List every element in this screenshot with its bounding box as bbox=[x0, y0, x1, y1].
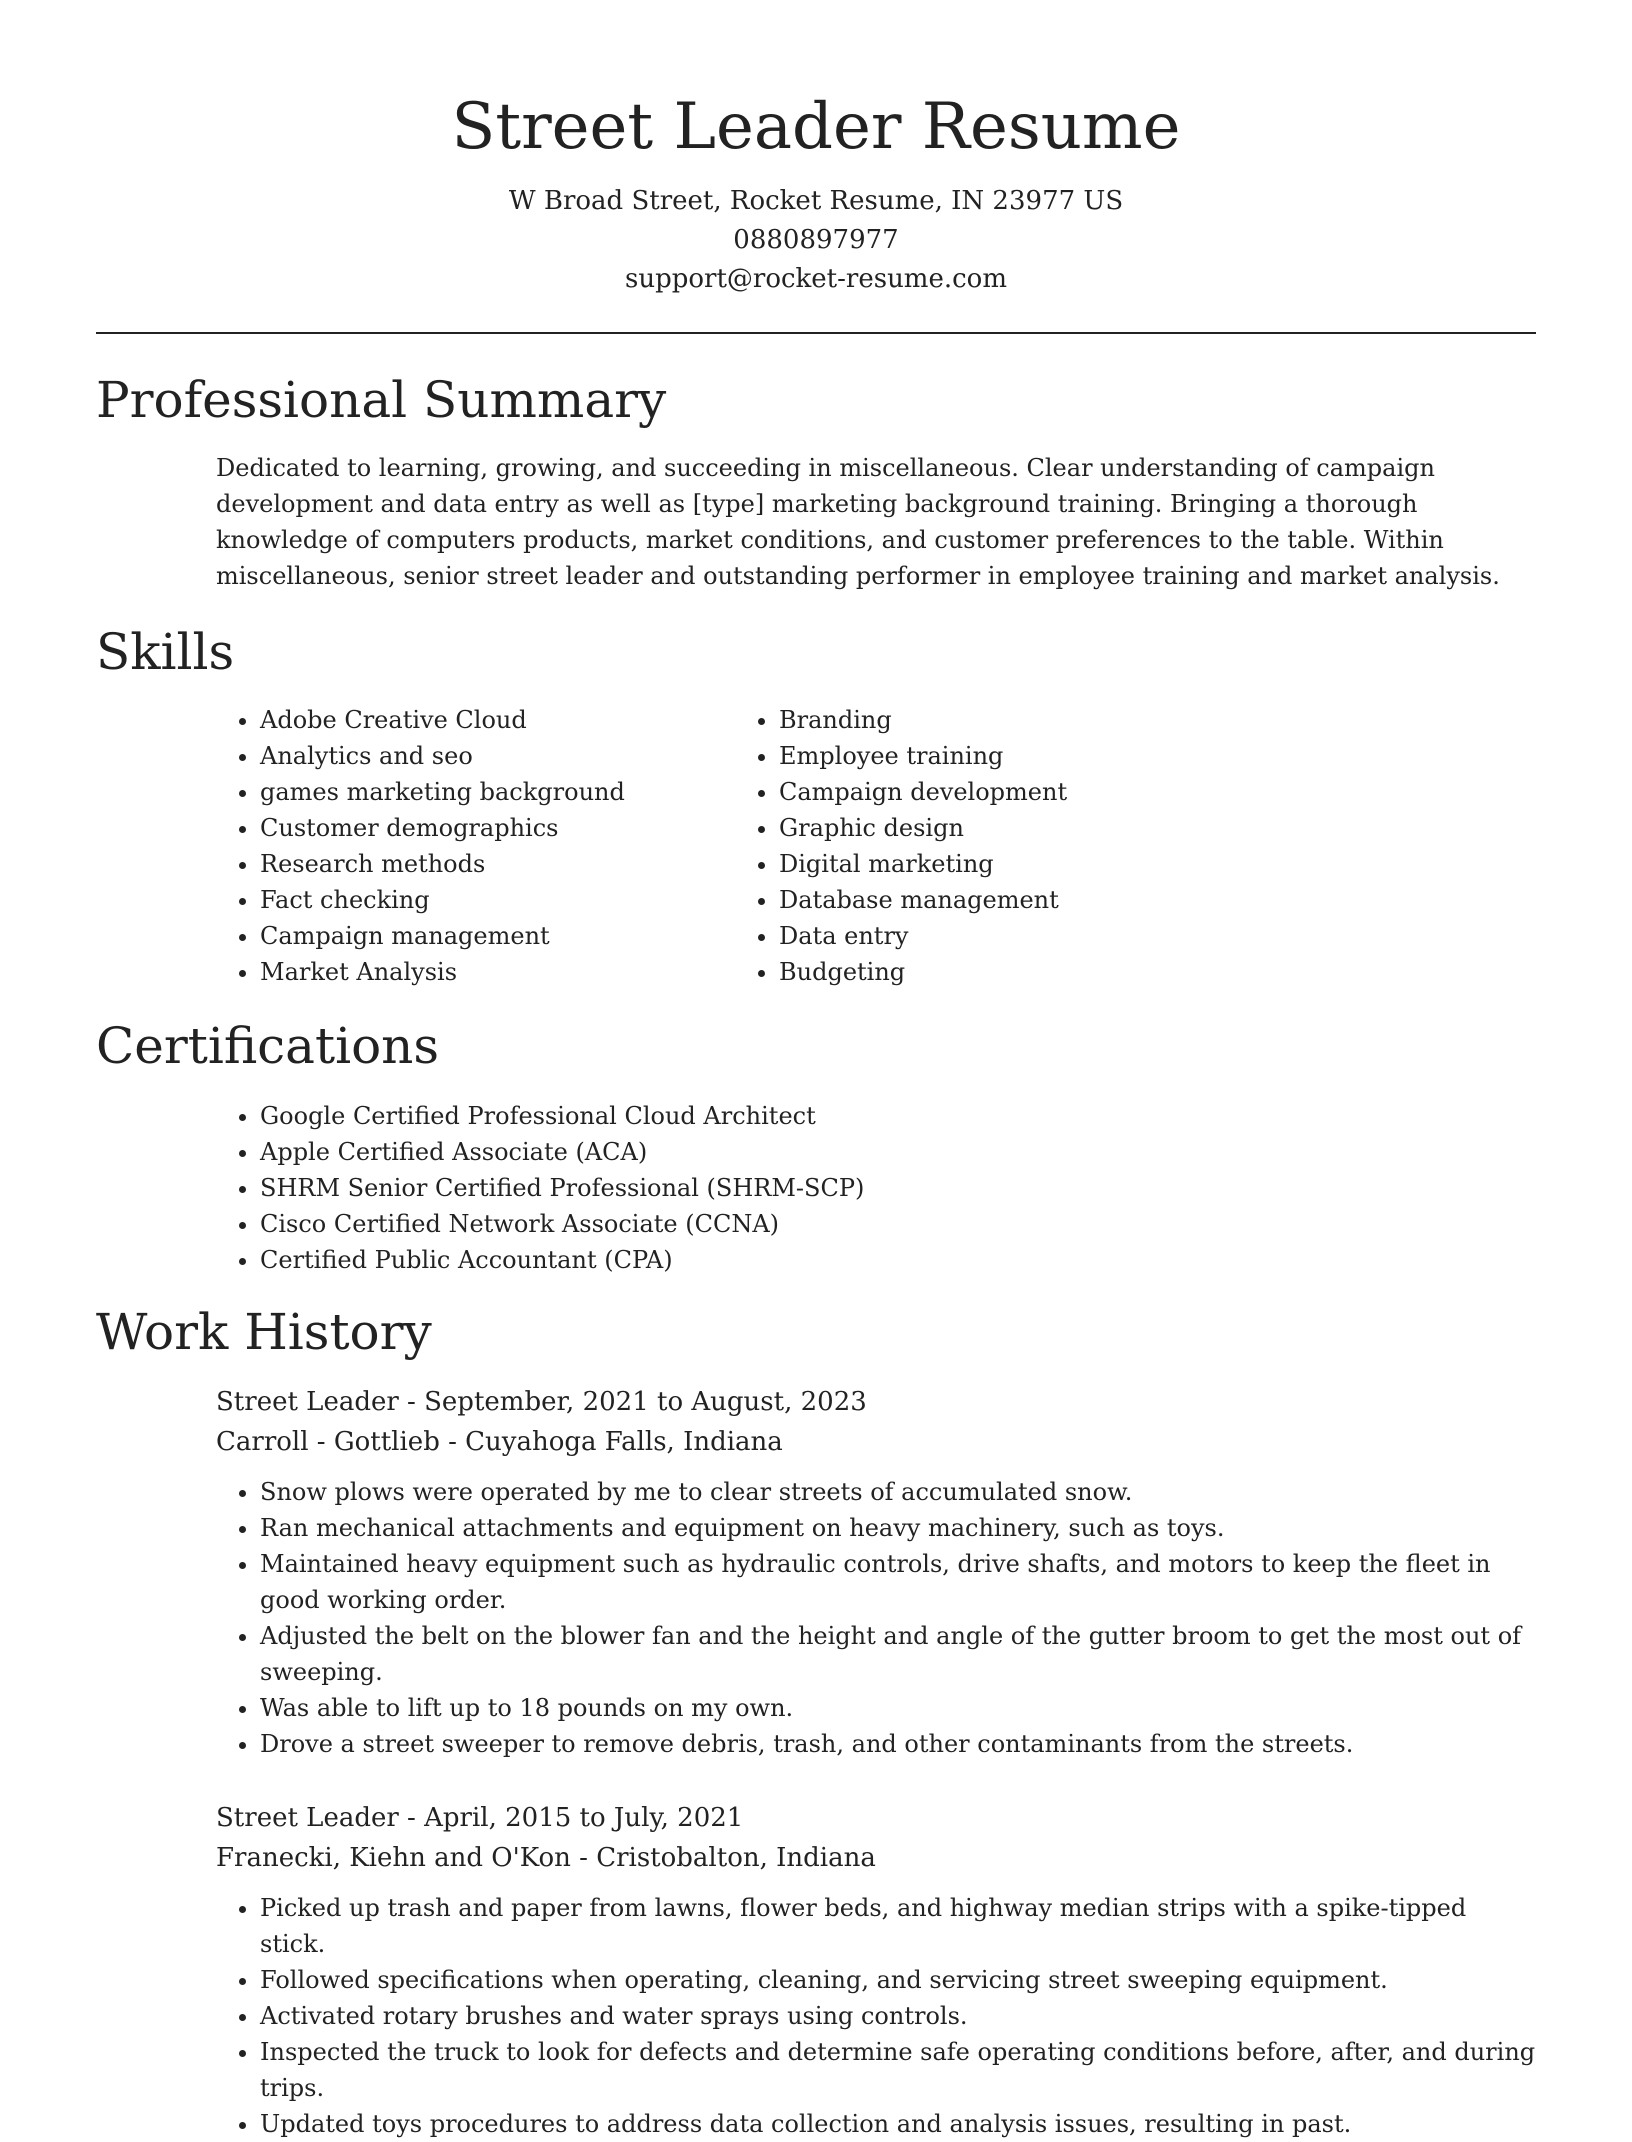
work-history-section bbox=[96, 1300, 1536, 2142]
contact-email: support@rocket-resume.com bbox=[624, 264, 1007, 294]
job-duty: • Inspected the truck to look for defects and determine safe operating conditions before, after, and during trips. bbox=[260, 2034, 1536, 2106]
job-entry bbox=[216, 1798, 1536, 2142]
certification-item: • Certified Public Accountant (CPA) bbox=[260, 1242, 1536, 1278]
job-title-line bbox=[216, 1382, 1536, 1422]
certification-item: • Apple Certified Associate (ACA) bbox=[260, 1134, 1536, 1170]
header-divider bbox=[96, 332, 1536, 334]
job-company-line bbox=[216, 1838, 1536, 1878]
job-duty: • Adjusted the belt on the blower fan and the height and angle of the gutter broom to get the most out of sweeping. bbox=[260, 1618, 1536, 1690]
job-location: - Cuyahoga Falls, Indiana bbox=[439, 1427, 783, 1457]
work-history-heading: Work History bbox=[96, 1303, 432, 1361]
skill-item: • Adobe Creative Cloud bbox=[260, 702, 745, 738]
skill-item: • Market Analysis bbox=[260, 954, 745, 990]
job-duty: • Updated toys procedures to address data collection and analysis issues, resulting in past. bbox=[260, 2106, 1536, 2142]
summary-heading: Professional Summary bbox=[96, 371, 667, 429]
skill-item: • Fact checking bbox=[260, 882, 745, 918]
skill-item: • Campaign management bbox=[260, 918, 745, 954]
summary-section bbox=[96, 368, 1536, 594]
skill-item: • Data entry bbox=[779, 918, 1067, 954]
job-dates: - September, 2021 to August, 2023 bbox=[398, 1387, 867, 1417]
skill-item: • Branding bbox=[779, 702, 1067, 738]
skill-item: • Research methods bbox=[260, 846, 745, 882]
job-title: Street Leader bbox=[216, 1803, 399, 1833]
certification-item: • Google Certified Professional Cloud Architect bbox=[260, 1098, 1536, 1134]
job-duty: • Followed specifications when operating, cleaning, and servicing street sweeping equipment. bbox=[260, 1962, 1536, 1998]
skill-item: • Employee training bbox=[779, 738, 1067, 774]
skill-item: • Customer demographics bbox=[260, 810, 745, 846]
skill-item: • Database management bbox=[779, 882, 1067, 918]
certification-item: • SHRM Senior Certified Professional (SHRM-SCP) bbox=[260, 1170, 1536, 1206]
skill-item: • games marketing background bbox=[260, 774, 745, 810]
job-location: - Cristobalton, Indiana bbox=[570, 1843, 876, 1873]
job-duty: • Ran mechanical attachments and equipment on heavy machinery, such as toys. bbox=[260, 1510, 1536, 1546]
contact-phone: 0880897977 bbox=[733, 225, 899, 255]
skill-item: • Graphic design bbox=[779, 810, 1067, 846]
skills-list-left bbox=[96, 702, 745, 990]
skills-section bbox=[96, 620, 1536, 990]
certification-item: • Cisco Certified Network Associate (CCNA) bbox=[260, 1206, 1536, 1242]
job-dates: - April, 2015 to July, 2021 bbox=[398, 1803, 744, 1833]
job-title: Street Leader bbox=[216, 1387, 399, 1417]
skills-list-right bbox=[745, 702, 1067, 990]
certifications-heading: Certifications bbox=[96, 1017, 440, 1075]
job-company-line bbox=[216, 1422, 1536, 1462]
skills-heading: Skills bbox=[96, 623, 235, 681]
job-entry bbox=[216, 1382, 1536, 1762]
certifications-section bbox=[96, 1014, 1536, 1278]
job-company: Carroll - Gottlieb bbox=[216, 1427, 440, 1457]
job-duty: • Activated rotary brushes and water sprays using controls. bbox=[260, 1998, 1536, 2034]
job-duty: • Maintained heavy equipment such as hydraulic controls, drive shafts, and motors to keep the fleet in good working order. bbox=[260, 1546, 1536, 1618]
skill-item: • Budgeting bbox=[779, 954, 1067, 990]
skill-item: • Digital marketing bbox=[779, 846, 1067, 882]
job-title-line bbox=[216, 1798, 1536, 1838]
job-duty: • Snow plows were operated by me to clear streets of accumulated snow. bbox=[260, 1474, 1536, 1510]
job-duties-list bbox=[216, 1474, 1536, 1762]
contact-address: W Broad Street, Rocket Resume, IN 23977 US bbox=[508, 186, 1124, 216]
skills-columns bbox=[96, 702, 1536, 990]
skill-item: • Analytics and seo bbox=[260, 738, 745, 774]
job-duty: • Picked up trash and paper from lawns, flower beds, and highway median strips with a spike-tipped stick. bbox=[260, 1890, 1536, 1962]
job-duty: • Drove a street sweeper to remove debris, trash, and other contaminants from the streets. bbox=[260, 1726, 1536, 1762]
certifications-list bbox=[96, 1098, 1536, 1278]
resume-title: Street Leader Resume bbox=[451, 90, 1181, 164]
skill-item: • Campaign development bbox=[779, 774, 1067, 810]
job-duties-list bbox=[216, 1890, 1536, 2142]
summary-text: Dedicated to learning, growing, and succeeding in miscellaneous. Clear understanding of campaign development and data entry as well as [type] marketing background training. Bringing a thorough knowledge of computers products, market conditions, and customer preferences to the table. Within miscellaneous, senior street leader and outstanding performer in employee training and market analysis. bbox=[216, 454, 1500, 590]
job-duty: • Was able to lift up to 18 pounds on my own. bbox=[260, 1690, 1536, 1726]
contact-block bbox=[96, 182, 1536, 299]
job-company: Franecki, Kiehn and O'Kon bbox=[216, 1843, 571, 1873]
